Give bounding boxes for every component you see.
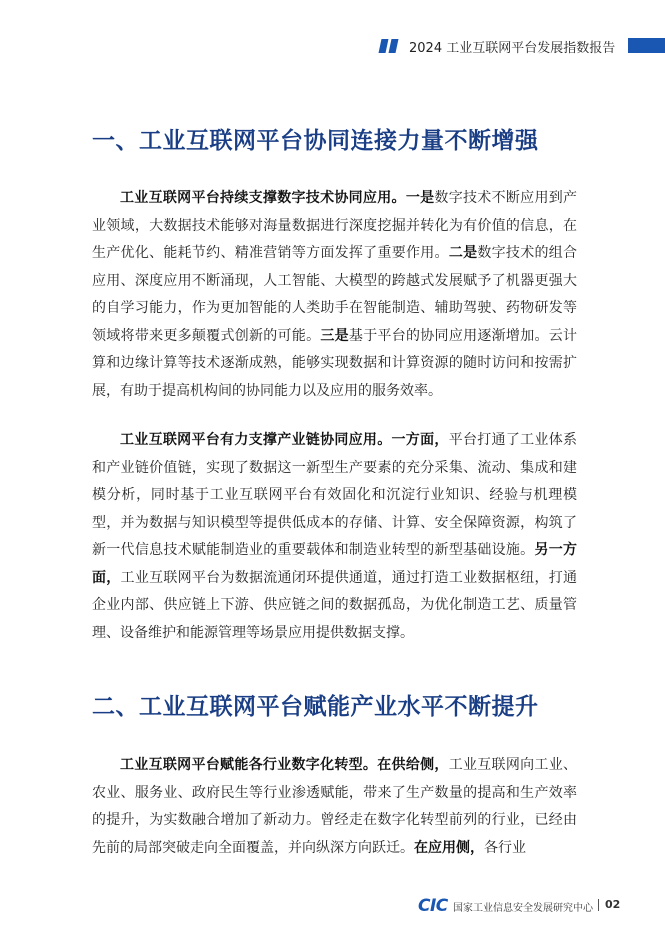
body-text: 数字技术不断应用到产业领域，大数据技术能够对海量数据进行深度挖掘并转化为有价值的信息，在生产优化、能耗节约、精准营销等方面发挥了重要作用。 [92,190,578,261]
page-footer [0,890,665,920]
paragraph [92,185,577,405]
emphasis-text: 一方面， [391,432,449,448]
stripe [379,39,389,53]
emphasis-text: 二是 [448,245,478,261]
body-text: 工业互联网向工业、农业、服务业、政府民生等行业渗透赋能，带来了生产数量的提高和生产效率的提升，为实数融合增加了新动力。曾经走在数字化转型前列的行业，已经由先前的局部突破走向全面覆盖，并向纵深方向跃迁。 [92,757,578,856]
body-text: 工业互联网平台为数据流通闭环提供通道，通过打造工业数据枢纽，打通企业内部、供应链上下游、供应链之间的数据孤岛，为优化制造工艺、质量管理、设备维护和能源管理等场景应用提供数据支撑。 [92,569,577,641]
emphasis-text: 在应用侧， [414,839,484,856]
paragraph [92,752,577,862]
report-title: 2024 工业互联网平台发展指数报告 [409,41,616,56]
header-stripes-icon [380,39,402,53]
body-text: 各行业 [484,839,526,856]
emphasis-text: 另一方面， [92,542,577,586]
emphasis-text: 工业互联网平台持续支撑数字技术协同应用。 [120,190,406,206]
body-text: 平台打通了工业体系和产业链价值链，实现了数据这一新型生产要素的充分采集、流动、集成和建模分析，同时基于工业互联网平台有效固化和沉淀行业知识、经验与机理模型，并为数据与知识模型等提供低成本的存储、计算、安全保障资源，构筑了新一代信息技术赋能制造业的重要载体和制造业转型的新型基础设施。 [92,432,578,558]
cic-logo: CIC [418,896,448,916]
footer-divider [598,899,599,911]
header-accent-bar [628,38,665,53]
section-heading-1: 一、工业互联网平台协同连接力量不断增强 [92,128,539,154]
section-heading-2: 二、工业互联网平台赋能产业水平不断提升 [92,694,539,720]
emphasis-text: 在供给侧， [377,757,449,773]
paragraph [92,427,577,647]
body-text: 数字技术的组合应用、深度应用不断涌现，人工智能、大模型的跨越式发展赋予了机器更强大的自学习能力，作为更加智能的人类助手在智能制造、辅助驾驶、药物研发等领域将带来更多颠覆式创新的可能。 [92,245,578,344]
body-text: 基于平台的协同应用逐渐增加。云计算和边缘计算等技术逐渐成熟，能够实现数据和计算资源的随时访问和按需扩展，有助于提高机构间的协同能力以及应用的服务效率。 [92,327,578,399]
emphasis-text: 工业互联网平台有力支撑产业链协同应用。 [120,432,392,448]
emphasis-text: 一是 [405,190,435,206]
page-header [0,0,665,60]
stripe [389,39,399,53]
organization-name: 国家工业信息安全发展研究中心 [453,903,593,914]
page-number: 02 [605,898,621,911]
emphasis-text: 工业互联网平台赋能各行业数字化转型。 [120,757,378,773]
emphasis-text: 三是 [320,327,349,344]
